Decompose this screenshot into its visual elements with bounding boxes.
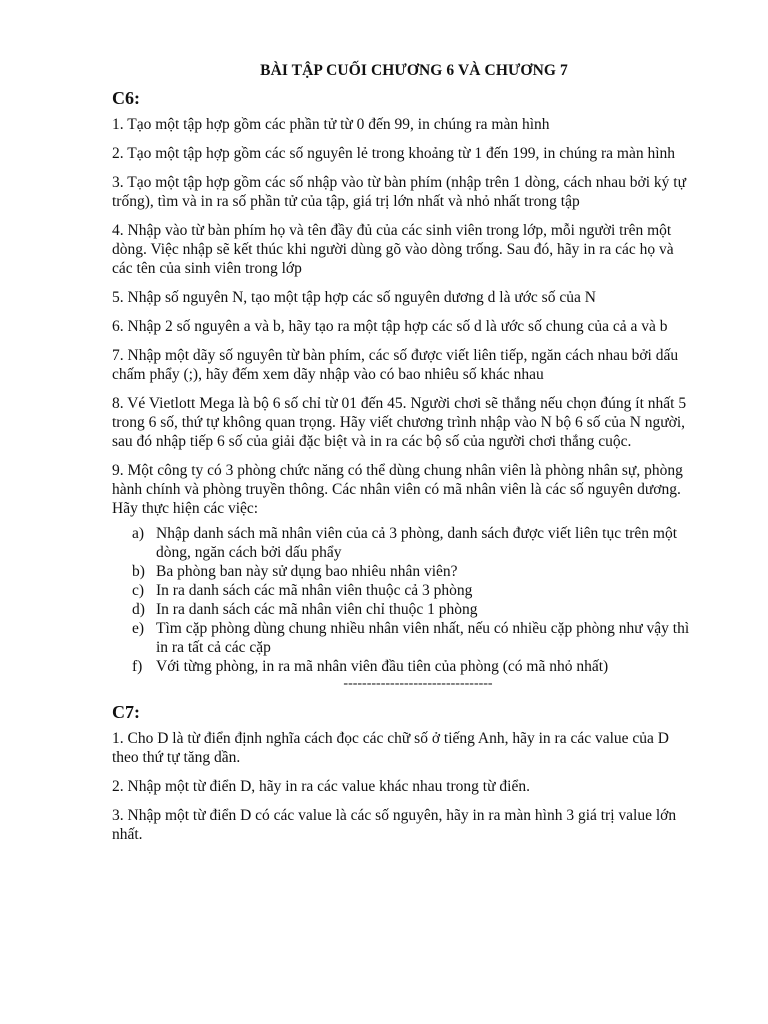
c6-item-7: 7. Nhập một dãy số nguyên từ bàn phím, các số được viết liên tiếp, ngăn cách nhau bởi dấu chấm phẩy (;), hãy đếm xem dãy nhập vào có bao nhiêu số khác nhau bbox=[112, 347, 679, 383]
c6-item-3: 3. Tạo một tập hợp gồm các số nhập vào từ bàn phím (nhập trên 1 dòng, cách nhau bởi ký tự trống), tìm và in ra số phần tử của tập, giá trị lớn nhất và nhỏ nhất trong tập bbox=[112, 174, 686, 210]
sublist-item-a bbox=[112, 524, 696, 562]
section-heading-c6: C6: bbox=[112, 88, 140, 108]
c6-item-5: 5. Nhập số nguyên N, tạo một tập hợp các số nguyên dương d là ước số của N bbox=[112, 289, 596, 306]
c6-item-4: 4. Nhập vào từ bàn phím họ và tên đầy đủ của các sinh viên trong lớp, mỗi người trên một dòng. Việc nhập sẽ kết thúc khi người dùng gõ vào dòng trống. Sau đó, hãy in ra các họ và các tên của sinh viên trong lớp bbox=[112, 222, 674, 277]
sublist-item-e bbox=[112, 619, 696, 657]
c7-item-1: 1. Cho D là từ điển định nghĩa cách đọc các chữ số ở tiếng Anh, hãy in ra các value của D theo thứ tự tăng dần. bbox=[112, 730, 669, 766]
sublist-text: In ra danh sách các mã nhân viên chỉ thuộc 1 phòng bbox=[156, 601, 478, 618]
sublist-marker: d) bbox=[132, 601, 145, 618]
c7-item-3: 3. Nhập một từ điển D có các value là các số nguyên, hãy in ra màn hình 3 giá trị value lớn nhất. bbox=[112, 807, 677, 843]
sublist-text: Ba phòng ban này sử dụng bao nhiêu nhân viên? bbox=[156, 563, 458, 580]
sublist-marker: c) bbox=[132, 582, 145, 599]
page-title: BÀI TẬP CUỐI CHƯƠNG 6 VÀ CHƯƠNG 7 bbox=[260, 62, 568, 79]
sublist-marker: a) bbox=[132, 525, 145, 542]
c6-item-6: 6. Nhập 2 số nguyên a và b, hãy tạo ra một tập hợp các số d là ước số chung của cả a và b bbox=[112, 318, 668, 335]
sublist-marker: b) bbox=[132, 563, 145, 580]
sublist-item-d bbox=[112, 600, 696, 619]
section-divider: -------------------------------- bbox=[343, 676, 493, 691]
sublist-item-c bbox=[112, 581, 696, 600]
section-heading-c7: C7: bbox=[112, 702, 140, 722]
sublist-item-f bbox=[112, 657, 696, 676]
c6-item-2: 2. Tạo một tập hợp gồm các số nguyên lẻ trong khoảng từ 1 đến 199, in chúng ra màn hình bbox=[112, 145, 676, 162]
sublist-text: Tìm cặp phòng dùng chung nhiều nhân viên nhất, nếu có nhiều cặp phòng như vậy thì in ra tất cả các cặp bbox=[156, 620, 690, 656]
sublist-marker: e) bbox=[132, 620, 145, 637]
sublist-item-b bbox=[112, 562, 696, 581]
c6-item-8: 8. Vé Vietlott Mega là bộ 6 số chỉ từ 01 đến 45. Người chơi sẽ thắng nếu chọn đúng ít nhất 5 trong 6 số, thứ tự không quan trọng. Hãy viết chương trình nhập vào N bộ 6 số của N người, sau đó nhập tiếp 6 số của giải đặc biệt và in ra các bộ số của người chơi thắng cuộc. bbox=[112, 395, 687, 450]
sublist-text: Với từng phòng, in ra mã nhân viên đầu tiên của phòng (có mã nhỏ nhất) bbox=[156, 658, 609, 675]
sublist-text: In ra danh sách các mã nhân viên thuộc cả 3 phòng bbox=[156, 582, 473, 599]
sublist-marker: f) bbox=[132, 658, 143, 675]
c6-item-9-sublist bbox=[112, 524, 696, 676]
sublist-text: Nhập danh sách mã nhân viên của cả 3 phòng, danh sách được viết liên tục trên một dòng, ngăn cách bởi dấu phẩy bbox=[156, 525, 678, 561]
c6-item-9: 9. Một công ty có 3 phòng chức năng có thể dùng chung nhân viên là phòng nhân sự, phòng hành chính và phòng truyền thông. Các nhân viên có mã nhân viên là các số nguyên dương. Hãy thực hiện các việc: bbox=[112, 462, 683, 517]
c7-item-2: 2. Nhập một từ điển D, hãy in ra các value khác nhau trong từ điển. bbox=[112, 778, 530, 795]
c6-item-1: 1. Tạo một tập hợp gồm các phần tử từ 0 đến 99, in chúng ra màn hình bbox=[112, 116, 550, 133]
